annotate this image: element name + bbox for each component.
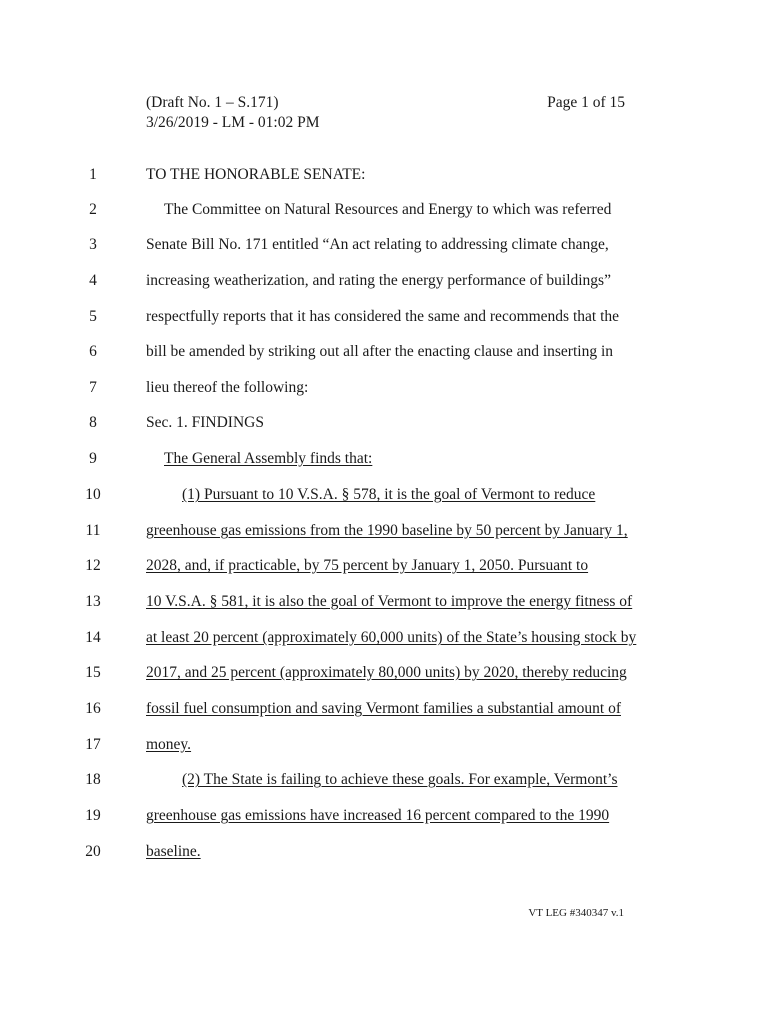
- line-text: TO THE HONORABLE SENATE:: [146, 166, 366, 183]
- line-text: 2017, and 25 percent (approximately 80,000 units) by 2020, thereby reducing: [146, 664, 627, 681]
- line-text: (1) Pursuant to 10 V.S.A. § 578, it is the goal of Vermont to reduce: [182, 486, 596, 503]
- document-line: [0, 520, 770, 542]
- line-text: lieu thereof the following:: [146, 379, 309, 396]
- line-number: 12: [85, 557, 101, 574]
- line-text: The Committee on Natural Resources and Energy to which was referred: [164, 201, 612, 218]
- document-line: [0, 306, 770, 328]
- line-number: 20: [85, 843, 101, 860]
- document-line: [0, 734, 770, 756]
- document-line: [0, 627, 770, 649]
- line-number: 16: [85, 700, 101, 717]
- line-number: 13: [85, 593, 101, 610]
- document-line: [0, 199, 770, 221]
- line-text: (2) The State is failing to achieve these goals. For example, Vermont’s: [182, 771, 618, 788]
- header-left: [146, 93, 320, 133]
- document-line: [0, 698, 770, 720]
- line-number: 11: [85, 522, 101, 539]
- line-text: fossil fuel consumption and saving Vermont families a substantial amount of: [146, 700, 621, 717]
- line-text: The General Assembly finds that:: [164, 450, 373, 467]
- document-line: [0, 805, 770, 827]
- draft-datetime: 3/26/2019 - LM - 01:02 PM: [146, 114, 320, 131]
- line-number: 4: [89, 272, 97, 289]
- line-number: 14: [85, 629, 101, 646]
- document-line: [0, 341, 770, 363]
- document-line: [0, 484, 770, 506]
- page-number: Page 1 of 15: [547, 94, 625, 111]
- line-text: 2028, and, if practicable, by 75 percent by January 1, 2050. Pursuant to: [146, 557, 589, 574]
- document-line: [0, 234, 770, 256]
- document-line: [0, 448, 770, 470]
- line-text: respectfully reports that it has considered the same and recommends that the: [146, 308, 620, 325]
- document-line: [0, 412, 770, 434]
- line-number: 17: [85, 736, 101, 753]
- line-number: 18: [85, 771, 101, 788]
- document-line: [0, 769, 770, 791]
- line-number: 1: [89, 166, 97, 183]
- document-line: [0, 591, 770, 613]
- line-text: at least 20 percent (approximately 60,000 units) of the State’s housing stock by: [146, 629, 637, 646]
- line-number: 3: [89, 236, 97, 253]
- line-text: greenhouse gas emissions have increased 16 percent compared to the 1990: [146, 807, 610, 824]
- line-text: money.: [146, 736, 192, 753]
- section-heading: Sec. 1. FINDINGS: [146, 414, 264, 431]
- line-number: 8: [89, 414, 97, 431]
- line-text: increasing weatherization, and rating the energy performance of buildings”: [146, 272, 611, 289]
- document-line: [0, 377, 770, 399]
- line-number: 19: [85, 807, 101, 824]
- line-number: 7: [89, 379, 97, 396]
- document-line: [0, 555, 770, 577]
- line-number: 5: [89, 308, 97, 325]
- draft-label: (Draft No. 1 – S.171): [146, 94, 279, 111]
- line-number: 6: [89, 343, 97, 360]
- line-text: bill be amended by striking out all after the enacting clause and inserting in: [146, 343, 614, 360]
- line-number: 2: [89, 201, 97, 218]
- line-text: Senate Bill No. 171 entitled “An act relating to addressing climate change,: [146, 236, 609, 253]
- line-number: 15: [85, 664, 101, 681]
- document-line: [0, 164, 770, 186]
- line-text: greenhouse gas emissions from the 1990 baseline by 50 percent by January 1,: [146, 522, 628, 539]
- line-number: 9: [89, 450, 97, 467]
- document-line: [0, 662, 770, 684]
- document-line: [0, 841, 770, 863]
- document-line: [0, 270, 770, 292]
- line-text: 10 V.S.A. § 581, it is also the goal of Vermont to improve the energy fitness of: [146, 593, 633, 610]
- line-text: baseline.: [146, 843, 201, 860]
- footer-doc-id: VT LEG #340347 v.1: [528, 907, 624, 919]
- line-number: 10: [85, 486, 101, 503]
